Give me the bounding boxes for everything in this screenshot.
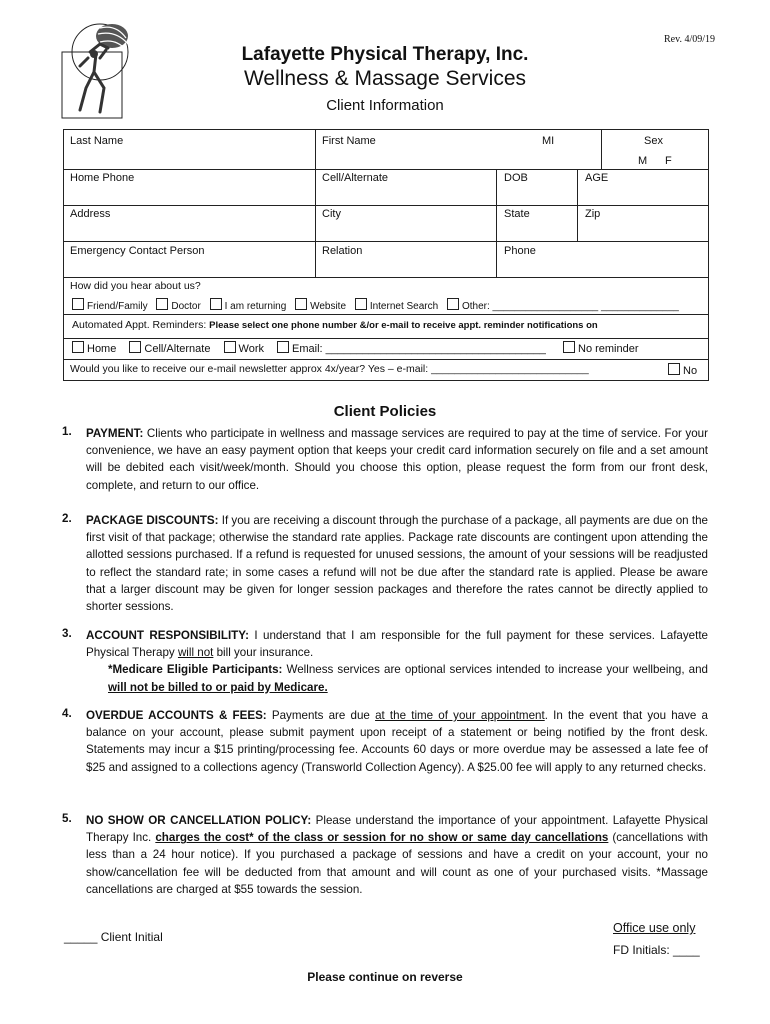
emergency-contact-label: Emergency Contact Person xyxy=(70,245,205,257)
checkbox-icon[interactable] xyxy=(210,298,222,310)
policy-package-discounts: PACKAGE DISCOUNTS: If you are receiving a discount through the purchase of a package, all payments are due on the first visit of that package; otherwise the standard rate applies. Package rate discounts are contingent upon attending the allotted sessions purchased. If a refund is requested for unused sessions, the amount of your sessions will be readjusted to reflect the standard rate; in some cases a refund will not be due after the standard rate is applied. Please be aware that a larger discount may be given for longer session packages and therefore the rates cannot be directly applied to shorter sessions. xyxy=(86,514,708,614)
no-reminder-option[interactable]: No reminder xyxy=(563,341,639,355)
state-label: State xyxy=(504,208,530,220)
relation-label: Relation xyxy=(322,245,363,257)
policy-number: 3. xyxy=(62,627,72,640)
form-title: Wellness & Massage Services xyxy=(243,67,527,90)
hear-about-label: How did you hear about us? xyxy=(70,280,201,292)
policy-no-show: NO SHOW OR CANCELLATION POLICY: Please understand the importance of your appointment. Lafayette Physical Therapy Inc. charges the cost* of the class or session for no show or same day cancellations (cancellations with less than a 24 hour notice). If you purchased a package of sessions and have a credit on your account, your no show/cancellation fee will be deducted from that amount and will count as one of your purchased visits. *Massage cancellations are charged at $55 towards the session. xyxy=(86,814,708,896)
address-label: Address xyxy=(70,208,111,220)
reminder-options xyxy=(72,341,556,355)
checkbox-icon[interactable] xyxy=(72,341,84,353)
hear-option[interactable]: I am returning xyxy=(210,301,287,312)
policies-title: Client Policies xyxy=(333,403,437,420)
first-name-label: First Name xyxy=(322,135,376,147)
checkbox-icon[interactable] xyxy=(72,298,84,310)
reminders-row: Automated Appt. Reminders: Please select one phone number &/or e-mail to receive appt. reminder notifications on xyxy=(72,319,598,331)
policy-payment: PAYMENT: Clients who participate in wellness and massage services are required to pay at the time of service. For your convenience, we have an easy payment option that keeps your credit card information securely on file and a set amount will be debited each visit/week/month. Should you choose this option, please request the form from our front desk, complete, and return to our office. xyxy=(86,427,708,492)
last-name-label: Last Name xyxy=(70,135,124,147)
newsletter-no-option[interactable]: No xyxy=(668,363,697,377)
city-label: City xyxy=(322,208,341,220)
reminder-option[interactable]: Work xyxy=(224,343,264,355)
form-divider xyxy=(64,241,708,242)
policy-number: 5. xyxy=(62,812,72,825)
hear-options xyxy=(72,298,685,312)
reminder-option-email[interactable]: Email: ____________________________________ xyxy=(277,343,546,355)
form-divider xyxy=(64,205,708,206)
hear-option-other[interactable]: Other: ___________________ ______________ xyxy=(447,301,679,312)
continue-reverse-note: Please continue on reverse xyxy=(307,970,463,984)
reminder-option[interactable]: Cell/Alternate xyxy=(129,343,210,355)
sex-m-option[interactable]: M xyxy=(638,155,648,167)
checkbox-icon[interactable] xyxy=(563,341,575,353)
client-initial-field[interactable]: _____ Client Initial xyxy=(64,930,163,944)
hear-option[interactable]: Friend/Family xyxy=(72,301,148,312)
cell-label: Cell/Alternate xyxy=(322,172,389,184)
form-divider xyxy=(64,359,708,360)
sex-label: Sex xyxy=(644,135,663,147)
policy-account-responsibility: ACCOUNT RESPONSIBILITY: I understand that I am responsible for the full payment for these services. Lafayette Physical Therapy will not bill your insurance. *Medicare Eligible Participants: Wellness services are optional services intended to increase your wellbeing, and will not be billed to or paid by Medicare. xyxy=(86,629,709,694)
newsletter-question: Would you like to receive our e-mail newsletter approx 4x/year? Yes – e-mail: ___________________________ xyxy=(70,363,589,375)
dob-label: DOB xyxy=(504,172,528,184)
hear-option[interactable]: Website xyxy=(295,301,346,312)
company-name: Lafayette Physical Therapy, Inc. xyxy=(241,44,529,65)
checkbox-icon[interactable] xyxy=(447,298,459,310)
revision-date: Rev. 4/09/19 xyxy=(664,34,716,45)
office-use-label: Office use only xyxy=(613,921,696,935)
fd-initials-field[interactable]: FD Initials: ____ xyxy=(613,943,700,957)
phone-label: Phone xyxy=(504,245,536,257)
sex-f-option[interactable]: F xyxy=(665,155,672,167)
checkbox-icon[interactable] xyxy=(156,298,168,310)
zip-label: Zip xyxy=(585,208,601,220)
policy-number: 2. xyxy=(62,512,72,525)
checkbox-icon[interactable] xyxy=(277,341,289,353)
reminder-option[interactable]: Home xyxy=(72,343,116,355)
form-subtitle: Client Information xyxy=(326,97,444,114)
age-label: AGE xyxy=(585,172,609,184)
policy-number: 4. xyxy=(62,707,72,720)
mi-label: MI xyxy=(542,135,555,147)
checkbox-icon[interactable] xyxy=(129,341,141,353)
checkbox-icon[interactable] xyxy=(295,298,307,310)
form-divider xyxy=(64,169,708,170)
form-divider xyxy=(64,338,708,339)
hear-option[interactable]: Doctor xyxy=(156,301,200,312)
checkbox-icon[interactable] xyxy=(224,341,236,353)
checkbox-icon[interactable] xyxy=(668,363,680,375)
form-divider xyxy=(64,277,708,278)
checkbox-icon[interactable] xyxy=(355,298,367,310)
client-info-form xyxy=(63,129,709,381)
form-divider xyxy=(64,314,708,315)
policy-number: 1. xyxy=(62,425,72,438)
home-phone-label: Home Phone xyxy=(70,172,135,184)
policy-overdue-accounts: OVERDUE ACCOUNTS & FEES: Payments are due at the time of your appointment. In the event that you have a balance on your account, please submit payment upon receipt of a statement or being notified by the front desk. Statements may incur a $15 printing/processing fee. Accounts 60 days or more overdue may be assessed a late fee of $25 and assigned to a collections agency (Transworld Collection Agency). A $25.00 fee will apply to any returned checks. xyxy=(86,709,708,774)
hear-option[interactable]: Internet Search xyxy=(355,301,438,312)
